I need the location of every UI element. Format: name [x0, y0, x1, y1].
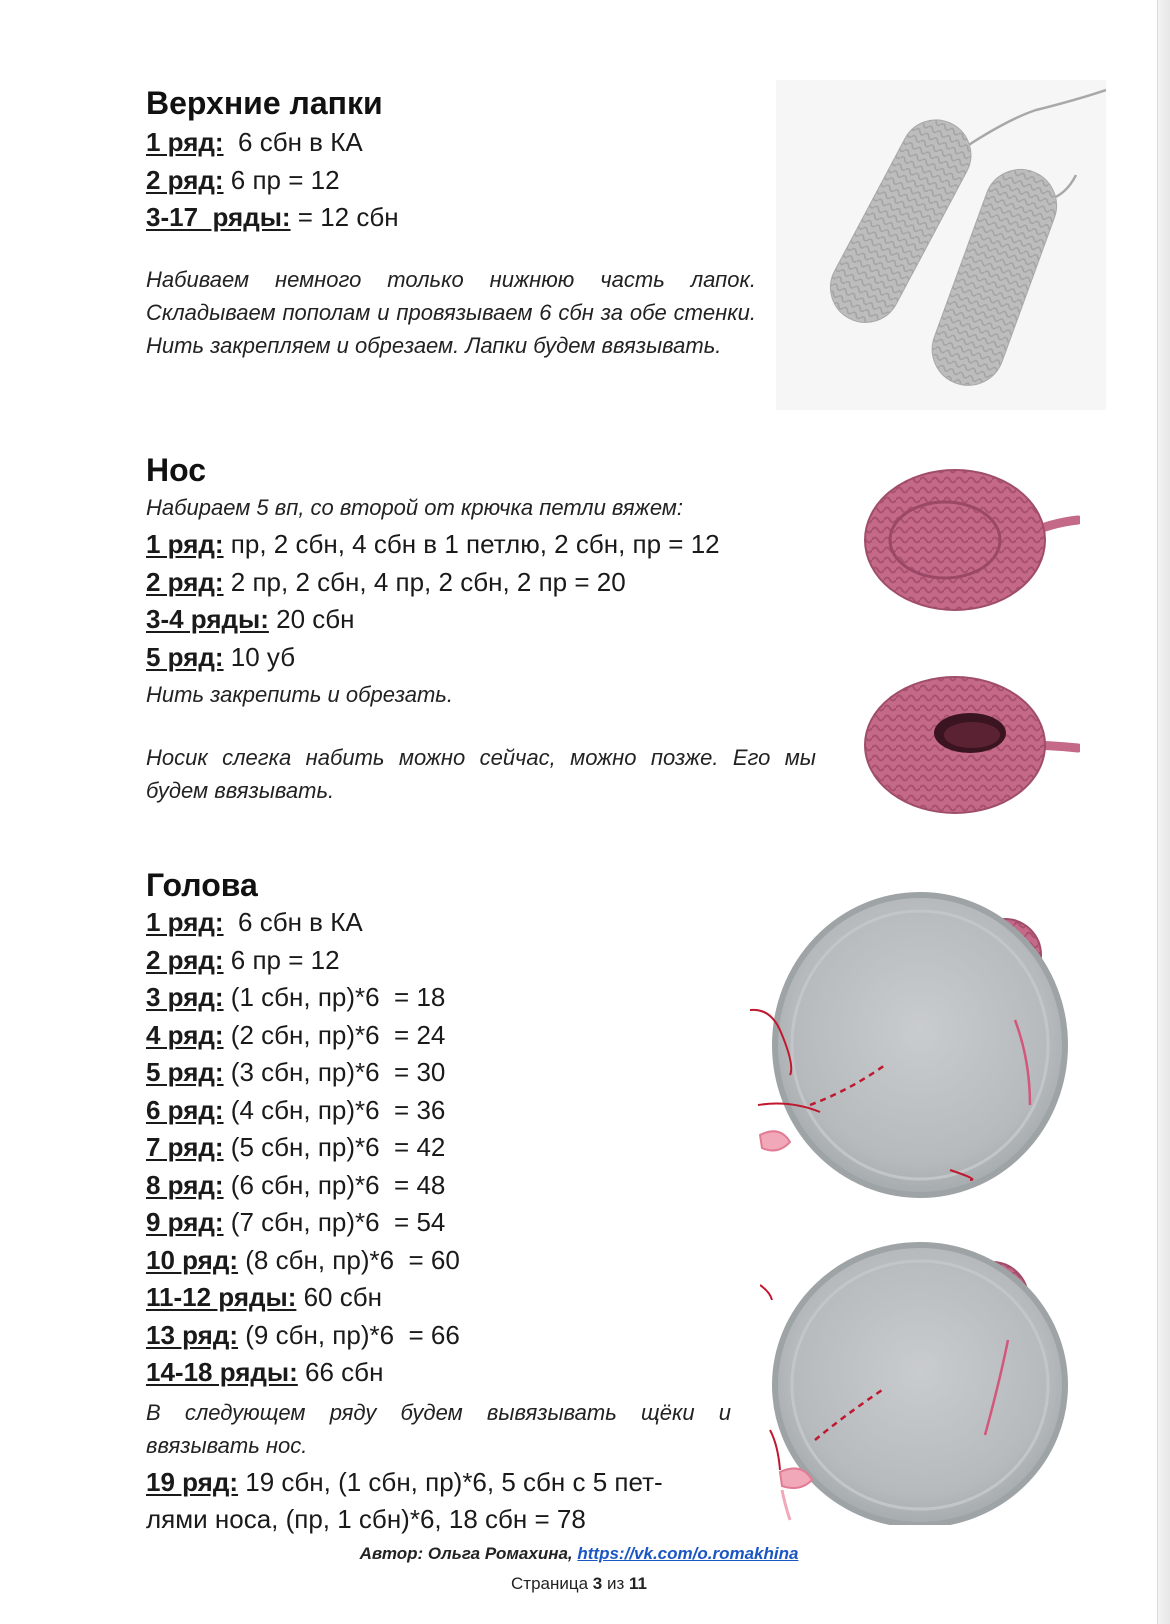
- pattern-row: 9 ряд: (7 сбн, пр)*6 = 54: [146, 1207, 446, 1237]
- pattern-row: 4 ряд: (2 сбн, пр)*6 = 24: [146, 1019, 446, 1050]
- pattern-row: 19 ряд: 19 сбн, (1 сбн, пр)*6, 5 сбн с 5 пет-: [146, 1466, 663, 1497]
- pattern-row: 3-17 ряды: = 12 сбн: [146, 202, 399, 232]
- pattern-row: 14-18 ряды: 66 сбн: [146, 1357, 384, 1387]
- pattern-row: 2 ряд: 6 пр = 12: [146, 944, 340, 975]
- pattern-row: 13 ряд: (9 сбн, пр)*6 = 66: [146, 1319, 460, 1350]
- instruction-note: Носик слегка набить можно сейчас, можно позже. Его мы будем ввязывать.: [146, 745, 816, 803]
- pattern-row: 2 ряд: 6 пр = 12: [146, 164, 340, 195]
- nose-photo-flat: [860, 465, 1080, 615]
- instruction-note: В следующем ряду будем вывязывать щёки и ввязывать нос.: [146, 1399, 731, 1458]
- section-title: Верхние лапки: [146, 85, 383, 121]
- section-title: Голова: [146, 867, 258, 903]
- finish-note: Нить закрепить и обрезать.: [146, 682, 453, 707]
- pattern-row: 8 ряд: (6 сбн, пр)*6 = 48: [146, 1169, 446, 1200]
- head-photo-bottom: [760, 1230, 1080, 1525]
- section-title: Нос: [146, 452, 207, 488]
- author-credit: Автор: Ольга Ромахина, https://vk.com/o.romakhina: [359, 1544, 799, 1563]
- pattern-row: 1 ряд: пр, 2 сбн, 4 сбн в 1 петлю, 2 сбн, пр = 12: [146, 529, 720, 559]
- pattern-row: 6 ряд: (4 сбн, пр)*6 = 36: [146, 1094, 446, 1125]
- author-link[interactable]: https://vk.com/o.romakhina: [577, 1544, 799, 1563]
- nose-intro: Набираем 5 вп, со второй от крючка петли вяжем:: [146, 495, 684, 520]
- pattern-row: 11-12 ряды: 60 сбн: [146, 1282, 382, 1312]
- head-photo-top: [750, 880, 1080, 1205]
- section-head: [146, 866, 736, 1539]
- pattern-row: 10 ряд: (8 сбн, пр)*6 = 60: [146, 1244, 460, 1275]
- page-number: Страница 3 из 11: [511, 1574, 647, 1593]
- paws-photo: [776, 80, 1106, 410]
- page-edge: [1157, 0, 1170, 1624]
- pattern-row: 5 ряд: (3 сбн, пр)*6 = 30: [146, 1057, 446, 1087]
- pattern-row: 5 ряд: 10 уб: [146, 641, 296, 672]
- pattern-row-continued: лями носа, (пр, 1 сбн)*6, 18 сбн = 78: [146, 1504, 586, 1534]
- pattern-row: 2 ряд: 2 пр, 2 сбн, 4 пр, 2 сбн, 2 пр = 20: [146, 566, 626, 597]
- nose-photo-cup: [860, 673, 1080, 818]
- pattern-row: 3-4 ряды: 20 сбн: [146, 604, 355, 634]
- instruction-note: Набиваем немного только нижнюю часть лапок. Складываем пополам и провязываем 6 сбн за обе стенки. Нить закрепляем и обрезаем. Лапки будем ввязывать.: [146, 266, 756, 358]
- pattern-row: 1 ряд: 6 сбн в КА: [146, 907, 363, 937]
- section-upper-paws: [146, 84, 766, 362]
- section-nose: [146, 451, 826, 807]
- pattern-row: 3 ряд: (1 сбн, пр)*6 = 18: [146, 982, 446, 1012]
- pattern-row: 7 ряд: (5 сбн, пр)*6 = 42: [146, 1132, 446, 1162]
- pattern-row: 1 ряд: 6 сбн в КА: [146, 127, 363, 157]
